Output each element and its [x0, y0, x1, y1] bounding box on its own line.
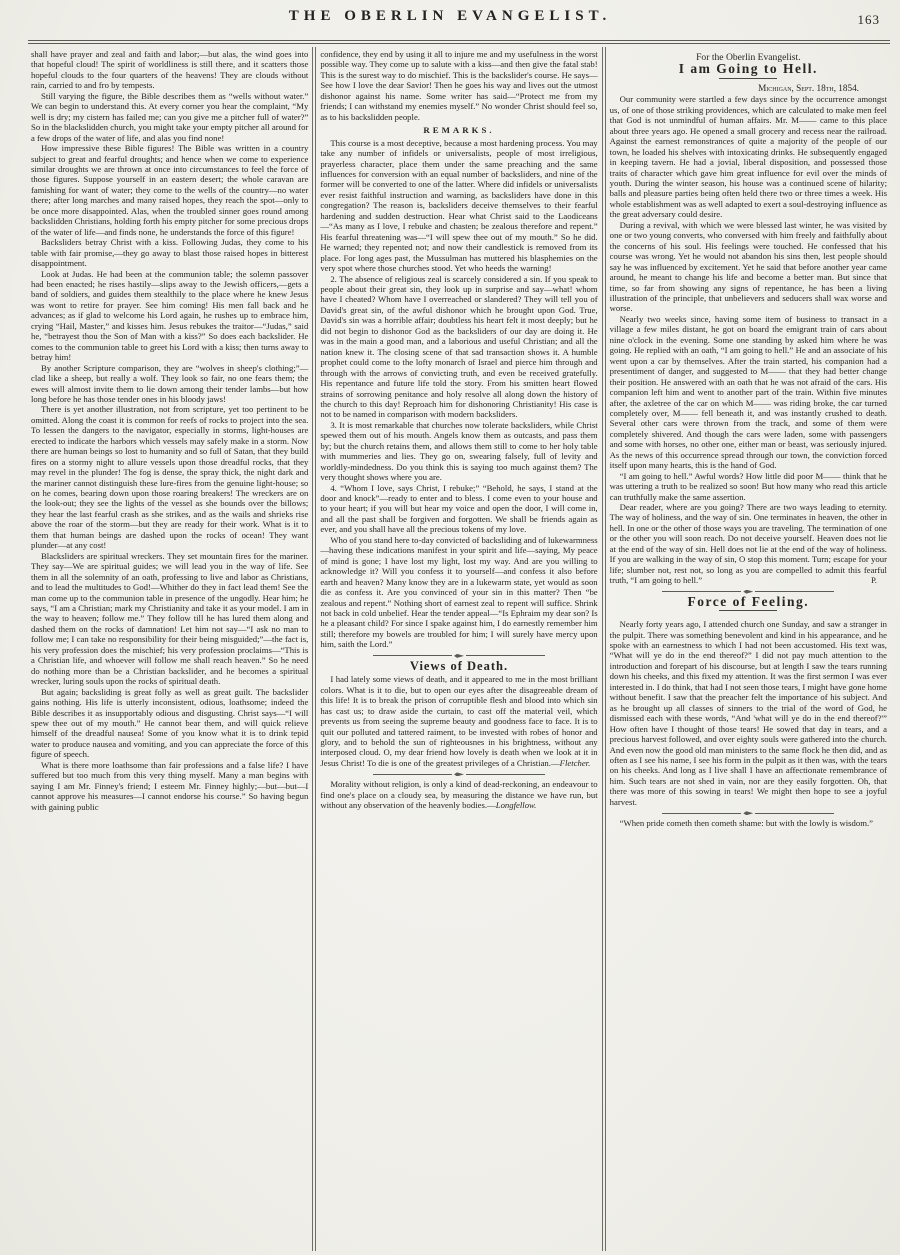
article-title-going-to-hell: I am Going to Hell. [678, 61, 818, 77]
article-title-force-of-feeling: Force of Feeling. [687, 593, 810, 609]
column-divider-rule [312, 47, 316, 1251]
title-underline-rule [719, 78, 777, 79]
masthead-row [0, 8, 900, 40]
paragraph: 2. The absence of religious zeal is scarcely considered a sin. If you speak to people about their great sin, they look up in surprise and say—what! whom have I cheated? Whom have I overreached or slandered? They will tell you of David's great sin, of the awful dishonor which he brought upon God. True, David's sin was a horrible affair; doubtless his heart felt it most deeply; but he did not begin to dishonor God as the backsliders of our day are doing it. He was in the main a good man, and a laborious and useful Christian; and all the nation knew it. The closing scene of that sad transaction shows it. A humble prophet could come to the lofty monarch of Israel and pierce him through and through with the arrows of convicting truth, and even be received gratefully. His repentance and future life told the story. From his smitten heart flowed strains of sorrowing penitance and holy resolve all along down the history of the church to this day! Reproach him for dishonoring Christianity! His case is not to be named in comparison with modern backsliders. [320, 273, 598, 420]
closing-quote: “When pride cometh then cometh shame: but with the lowly is wisdom.” [619, 818, 873, 829]
attribution: Longfellow. [495, 800, 537, 811]
paragraph [610, 502, 887, 586]
paragraph: What is there more loathsome than fair professions and a false life? I have suffered but too much from this very thing myself. Many a man begins with saying I am Mr. Finney's friend; I esteem Mr. Finney highly;—but—but—I cannot approve his measures—I cannot endorse his course.” So having begun with gaining public [31, 759, 309, 812]
paragraph: “I am going to hell.” Awful words? How little did poor M—— think that he was uttering a truth to be realized so soon! But how many who read this article can truthfully make the same assertion. [609, 470, 887, 502]
column-1 [28, 47, 311, 1251]
section-divider-ornament [373, 772, 545, 776]
paragraph: But again; backsliding is great folly as well as great guilt. The backslider gains nothing. His life is utterly inconsistent, odious, loathsome; indeed the Bible describes it as insupportably odious and disgusting. Christ says—“I will spew thee out of my mouth.” He cannot bear them, and will quick relieve himself of the dreadful nausea! Some of you know what it is to drink tepid water to produce nausea and vomiting, and you can appreciate the force of this figure of speech. [31, 686, 309, 760]
paragraph: Backsliders betray Christ with a kiss. Following Judas, they come to his table with fair promise,—they go away to blast those raised hopes in bitterest disappointment. [31, 237, 309, 269]
remarks-heading: REMARKS. [423, 125, 495, 136]
article-credit-line: For the Oberlin Evangelist. [696, 52, 801, 63]
paragraph: Nearly forty years ago, I attended church one Sunday, and saw a stranger in the pulpit. There was something benevolent and kind in his appearance, and he spoke with an earnestness to which I had not been accustomed. His text was, “What will ye do in the end thereof?” I did not pay much attention to the introduction and forepart of his discourse, but at length I saw the tears running down his cheeks, and this fixed my attention. It was the first sermon I was ever interested in. I do think, that had I not seen those tears, I might have gone home without benefit. I saw that the preacher felt the importance of his subject. And as he brought up all classes of sinners to the trial of the word of God, he dismissed each with these words, “And 'what will ye do in the end thereof?'” How often have I thought of those tears! He sowed that day in tears, and a precious harvest followed, and over eighty souls were gathered into the church. And even now the good old man ministers to the same flock he then did, and as often as I see his name, I see his form in the pulpit as it then was, with the tears on his cheeks. And long as I live shall I have an affectionate remembrance of him. Such tears are not shed in vain, nor are they easily forgotten. Oh, that there was more of this sowing in tears! We might then hope to see a joyful harvest. [609, 619, 887, 807]
paragraph: Still varying the figure, the Bible describes them as “wells without water.” We can begin to understand this. At every corner you hear the complaint, “My well is dry; my cistern has failed me; can you give me a pitcher full of water?” So in the blackslidden church, you might take your empty pitcher all around for a few drops of the water of life, and alas you find none! [31, 90, 309, 143]
paragraph: Who of you stand here to-day convicted of backsliding and of lukewarmness—having these indications manifest in your spirit and life—saying, My peace of mind is gone; I have lost my light, lost my way. And are you willing to acknowledge it? Will you confess it to yourself—and confess it also before earth and heaven? Many know they are in a lukewarm state, yet would as soon die as confess it. Are you convinced of your sin in this matter? Then “be zealous and repent.” Nothing short of earnest zeal to repent will suffice. Shrink not back in cold unbelief. Hear the tender appeal—“Is Ephraim my dear son? Is he a pleasant child? For since I spake against him, I do earnestly remember him still; therefore my bowels are troubled for him; I will surely have mercy upon him, saith the Lord.” [320, 534, 598, 650]
author-signature: P. [870, 575, 877, 586]
paragraph: 3. It is most remarkable that churches now tolerate backsliders, while Christ spewed them out of his mouth. Angels know them as outcasts, and pass them by; but the church retains them, and allows them still to come to her holy table with mummeries and lies. They go on, swearing falsely, full of levity and worldly-mindedness. Do you think this is saying too much against them? The very thought shows where you are. [320, 419, 598, 483]
paragraph: This course is a most deceptive, because a most hardening process. You may take any number of infidels or universalists, people of most irreligious, prayerless character, place them under the same preaching and the same influences for conversion with an equal number of backsliders, and nine of the former will be converted to one of the latter. Where did infidels or universalists ever resist faithful instruction and warning, as backsliders have done in this congregation? The reason is, backsliders deceive themselves to their fearful hardening and sudden destruction. Hear what Christ said to the Laodiceans—“As many as I love, I rebuke and chasten; be zealous therefore and repent.” His fearful threatening was—“I will spew thee out of my mouth.” So he did. He warned; they repented not; and now their candlestick is removed from its place. For long ages past, the Mussulman has muttered his blasphemies on the very spot where those churches stood. Yet who heeds the warning! [320, 137, 598, 274]
paragraph: Look at Judas. He had been at the communion table; the solemn passover had been enacted; he rises hastily—slips away to the Jewish officers,—gets a band of soldiers, and guides them stealthily to the place where he knew Jesus was wont to retire for prayer. See him coming! His men fall back and he advances; as if glad to welcome his Lord again, he rushes up to embrace him, crying “Hail, Master,” and kisses him. Jesus rebukes the traitor—“Judas,” said he, “betrayest thou the Son of Man with a kiss?” So does each backslider. He comes to the communion table to greet his Lord with a kiss; then turns away to betray him! [31, 268, 309, 363]
attribution: Fletcher. [559, 757, 591, 768]
views-of-death-heading: Views of Death. [409, 658, 509, 673]
paragraph: There is yet another illustration, not from scripture, yet too pertinent to be omitted. Along the coast it is common for reefs of rocks to project into the sea. To lessen the dangers to the navigator, especially in storms, light-houses are erected to indicate the harbors which vessels may safely make in a storm. Now there are human beings so lost to humanity and so full of Satan, that they build fires on a stormy night to allure vessels upon those dreadful rocks, that they may revel in the plunder! The fog is dense, the spray thick, the night dark and the mariner cannot distinguish these lure-fires from the genuine light-house; so on he comes, bearing down upon those roaring breakers! The wreckers are on the look-out; they see the lights of the vessel as she bounds over the billows; they hear the last fearful crash as she strikes, and as the wails and shrieks rise above the roar of the storm—but they are ready for their work. What is it to them that human beings are dashed upon the rocks of ocean! They want plunder—at any cost! [31, 404, 309, 551]
column-3 [607, 47, 890, 1251]
diamond-ornament-icon [454, 772, 464, 776]
paragraph: confidence, they end by using it all to injure me and my usefulness in the worst possible way. They come up to salute with a kiss—and then give the fatal stab! This is the surest way to do mischief. This is the backslider's course. He says—See how I love the dear Savior! Then he goes his way and lives out the utmost dishonor against his name. Some writer has said—“Protect me from my friends; I can withstand my enemies myself.” No wonder Christ should feel so, as to his backslidden people. [320, 49, 598, 122]
dateline: Michigan, Sept. 18th, 1854. [758, 82, 859, 93]
paragraph: How impressive these Bible figures! The Bible was written in a country subject to great and fearful droughts; and hence when we come to experience similar droughts we are thrown at once into circumstances to feel the force of those figures. Suppose yourself in an eastern desert; the whole caravan are famishing for want of water; they come to the wells of the country—no water there; after long marches and many raised hopes, they reach the spot—only to be once more disappointed. Alas, when the troubled sinner goes round among backslidden Christians, holding forth his empty pitcher for some precious drops of the water of life—and finds none, he understands the force of this figure! [31, 143, 309, 237]
paragraph: Nearly two weeks since, having some item of business to transact in a village a few miles distant, he got on board the emigrant train of cars about nine o'clock in the evening. Some one standing by asked him where he was going. He replied with an oath, “I am going to hell.” He and an associate of his went upon a car by themselves. After the train started, his companion had a presentiment of danger, and suggested to M—— that they had better change their position. He answered with an oath that he was not afraid of the cars. His companion left him and went to another part of the train. Within five minutes after, the axletree of the car on which M—— was riding broke, the car turned completely over, M—— fell beneath it, and was instantly crushed to death. Several other cars were thrown from the track, and some of them were completely shivered. And though the cars were laden, some with passengers and some with horses, no other one, either man or beast, was seriously injured. As the news of this occurrence spread through our town, the conviction forced itself upon many hearts, this is the hand of God. [609, 313, 887, 471]
title-underline-rule [719, 610, 777, 611]
paragraph: During a revival, with which we were blessed last winter, he was visited by one or two young converts, who conversed with him freely and faithfully about the concerns of his soul. His feelings were touched. He confessed that his course was wrong. Yet he would not abandon his sins then, lest people should say he was influenced by excitement. Yet he said that before another year came around, he meant to change his life and become a better man. But since that time, so far from showing any signs of repentance, he has been a living illustration of the principle, that unbelievers and seducers shall wax worse and worse. [609, 219, 887, 314]
paragraph: Blacksliders are spiritual wreckers. They set mountain fires for the mariner. They say—We are spiritual guides; we will lead you in the way of life. See them in all the solemnity of an oath, professing to live and labor as Christians, and to lead the multitudes to God!—Whither do they in fact lead them! See the man come up to the communion table in presence of the ungodly. Hear him; he says, “I am a Christian; mark my Christianity and take it as your model. I am in the way to heaven; follow me.” They follow till he has lured them along and dashed them on the rocks of damnation! Let him not say—“I ask no man to follow me; I can take no responsibility for their being misguided;”—the fact is, his very profession does the mischief; his very profession proclaims—“This is a Christian life, and whoever will follow me shall reach heaven.” So he need do nothing more than be a Christian backslider, and he becomes a spiritual wrecker, luring souls upon the rocks of spiritual death. [31, 550, 309, 687]
paragraph-text: I had lately some views of death, and it appeared to me in the most brilliant colors. What is it to die, but to open our eyes after the disagreeable dream of this life! It is to break the prison of corruptible flesh and blood into which sin has cast us; to draw aside the curtain, to cast off the material veil, which prevents us from seeing the supreme beauty and goodness face to face. It is to quit our polluted and tattered raiment, to be invested with robes of honor and glory, and to behold the sun of righteousnes in his brightness, without any interposed cloud. O, my dear friend how lovely is death when we look at it in Jesus Christ! To die is one of the greatest privileges of a Christian.— [320, 674, 598, 768]
column-divider-rule [602, 47, 606, 1251]
paragraph: Our community were startled a few days since by the occurrence amongst us, of one of those striking providences, which are calculated to make men feel that God is not unmindful of human affairs. Mr. M—— came to this place about three years ago. He opened a small grocery and recess near the railroad. Against the earnest remonstrances of quite a majority of the people of our town, he loaded his shelves with intoxicating drinks. He subsequently engaged in keeping tavern. He had a jovial, liberal disposition, and possessed those traits of character which gave him great influence for evil over the minds of youth. During the winter season, his house was a continued scene of hilarity; balls and pleasure parties being often held there two or three times a week. His whole establishment was as well adapted to exert a soul-destroying influence as the great adversary could desire. [609, 94, 887, 220]
section-divider-ornament [373, 654, 545, 658]
diamond-ornament-icon [454, 654, 464, 658]
column-2 [317, 47, 600, 1251]
paragraph: 4. “Whom I love, says Christ, I rebuke;” “Behold, he says, I stand at the door and knock”—ready to enter and to bless. I come even to your house and to your heart; if you will but hear my voice and open the door, I will come in, and all the past shall be forgiven and forgotten. We shall be friends again as ever, and you shall have all the precious tokens of my love. [320, 482, 598, 535]
page-number: 163 [857, 12, 880, 27]
section-divider-ornament [662, 811, 834, 815]
columns-container [28, 47, 890, 1251]
paragraph: By another Scripture comparison, they are “wolves in sheep's clothing;”—clad like a sheep, but really a wolf. They look so fair, no one fears them; the ewes will almost invite them to lie down among their tender lambs—but how long before he has those tender ones in his bloody jaws! [31, 362, 309, 404]
masthead-rule [28, 40, 890, 44]
paragraph-text: Dear reader, where are you going? There are two ways leading to eternity. The way of holiness, and the way of sin. One terminates in heaven, the other in hell. In one or the other of those ways you are traveling. The termination of one or the other you will soon reach. Do not deceive yourself. Heaven does not lie at the end of the way of sin. Hell does not lie at the end of the way of holiness. If you are walking in the way of sin, O stop this moment. Turn; escape for your life; slumber not, rest not, so long as you are compelled to admit this fearful truth, “I am going to hell.” [609, 502, 887, 586]
paragraph [320, 779, 597, 810]
newspaper-title: THE OBERLIN EVANGELIST. [288, 8, 612, 24]
paragraph-text: Morality without religion, is only a kind of dead-reckoning, an endeavour to find one's place on a cloudy sea, by measuring the distance we have run, but without any observation of the heavenly bodies.— [320, 779, 598, 811]
paragraph: shall have prayer and zeal and faith and labor;—but alas, the wind goes into that hopeful cloud! The spirit of worldliness is still there, and it scatters those hopeful clouds to the four quarters of the heavens! They are clouds without rain, carried to and fro by tempests. [31, 49, 309, 91]
diamond-ornament-icon [743, 811, 753, 815]
paragraph [320, 674, 597, 768]
